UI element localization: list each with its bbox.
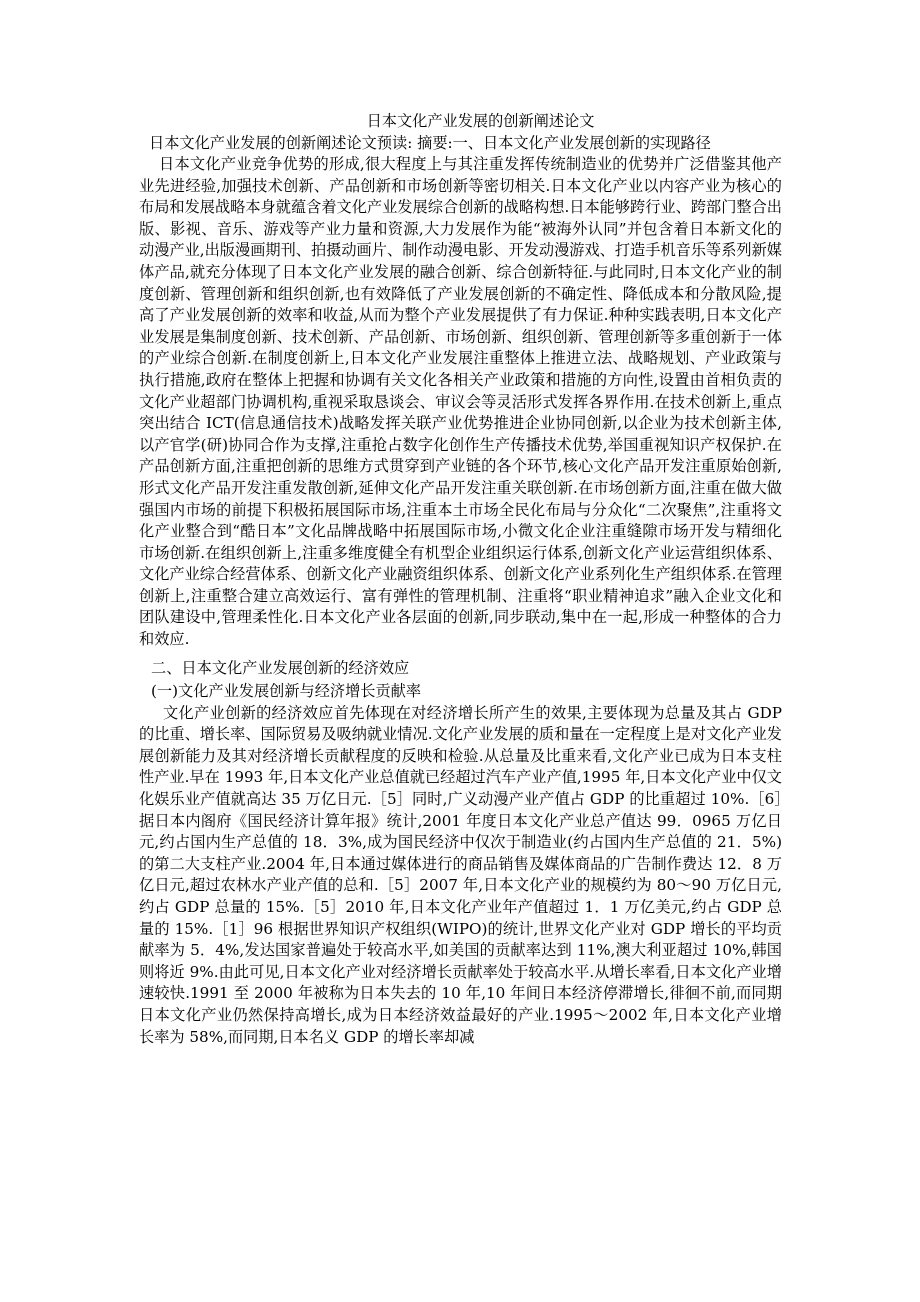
document-subtitle: 日本文化产业发展的创新阐述论文预读: 摘要:一、日本文化产业发展创新的实现路径 [149,134,711,152]
document-title: 日本文化产业发展的创新阐述论文 [366,112,595,130]
section-heading: 二、日本文化产业发展创新的经济效应 [151,658,410,677]
body-paragraph-economic-effect: 文化产业创新的经济效应首先体现在对经济增长所产生的效果,主要体现为总量及其占 GDP 的比重、增长率、国际贸易及吸纳就业情况.文化产业发展的质和量在一定程度上是对文化产业发展创新能力及其对经济增长贡献程度的反映和检验.从总量及比重来看,文化产业已成为日本支柱性产业.早在 1993 年,日本文化产业总值就已经超过汽车产业产值,1995 年,日本文化产业中仅文化娱乐业产值就高达 35 万亿日元.［5］同时,广义动漫产业产值占 GDP 的比重超过 10%.［6］据日本内阁府《国民经济计算年报》统计,2001 年度日本文化产业总产值达 99．0965 万亿日元,约占国内生产总值的 18．3%,成为国民经济中仅次于制造业(约占国内生产总值的 21．5%)的第二大支柱产业.2004 年,日本通过媒体进行的商品销售及媒体商品的广告制作费达 12．8 万亿日元,超过农林水产业产值的总和.［5］2007 年,日本文化产业的规模约为 80～90 万亿日元,约占 GDP 总量的 15%.［5］2010 年,日本文化产业年产值超过 1．1 万亿美元,约占 GDP 总量的 15%.［1］96 根据世界知识产权组织(WIPO)的统计,世界文化产业对 GDP 增长的平均贡献率为 5．4%,发达国家普遍处于较高水平,如美国的贡献率达到 11%,澳大利亚超过 10%,韩国则将近 9%.由此可见,日本文化产业对经济增长贡献率处于较高水平.从增长率看,日本文化产业增速较快.1991 至 2000 年被称为日本失去的 10 年,10 年间日本经济停滞增长,徘徊不前,而同期日本文化产业仍然保持高增长,成为日本经济效益最好的产业.1995～2002 年,日本文化产业增长率为 58%,而同期,日本名义 GDP 的增长率却减 [139,703,782,1046]
document-page [139,110,782,1048]
body-paragraph-innovation-path: 日本文化产业竞争优势的形成,很大程度上与其注重发挥传统制造业的优势并广泛借鉴其他产业先进经验,加强技术创新、产品创新和市场创新等密切相关.日本文化产业以内容产业为核心的布局和发展战略本身就蕴含着文化产业发展综合创新的战略构想.日本能够跨行业、跨部门整合出版、影视、音乐、游戏等产业力量和资源,大力发展作为能“被海外认同”并包含着日本新文化的动漫产业,出版漫画期刊、拍摄动画片、制作动漫电影、开发动漫游戏、打造手机音乐等系列新媒体产品,就充分体现了日本文化产业发展的融合创新、综合创新特征.与此同时,日本文化产业的制度创新、管理创新和组织创新,也有效降低了产业发展创新的不确定性、降低成本和分散风险,提高了产业发展创新的效率和收益,从而为整个产业发展提供了有力保证.种种实践表明,日本文化产业发展是集制度创新、技术创新、产品创新、市场创新、组织创新、管理创新等多重创新于一体的产业综合创新.在制度创新上,日本文化产业发展注重整体上推进立法、战略规划、产业政策与执行措施,政府在整体上把握和协调有关文化各相关产业政策和措施的方向性,设置由首相负责的文化产业超部门协调机构,重视采取恳谈会、审议会等灵活形式发挥各界作用.在技术创新上,重点突出结合 ICT(信息通信技术)战略发挥关联产业优势推进企业协同创新,以企业为技术创新主体,以产官学(研)协同合作为支撑,注重抢占数字化创作生产传播技术优势,举国重视知识产权保护.在产品创新方面,注重把创新的思维方式贯穿到产业链的各个环节,核心文化产品开发注重原始创新,形式文化产品开发注重发散创新,延伸文化产品开发注重关联创新.在市场创新方面,注重在做大做强国内市场的前提下积极拓展国际市场,注重本土市场全民化布局与分众化“二次聚焦”,注重将文化产业整合到“酷日本”文化品牌战略中拓展国际市场,小微文化企业注重缝隙市场开发与精细化市场创新.在组织创新上,注重多维度健全有机型企业组织运行体系,创新文化产业运营组织体系、文化产业综合经营体系、创新文化产业融资组织体系、创新文化产业系列化生产组织体系.在管理创新上,注重整合建立高效运行、富有弹性的管理机制、注重将“职业精神追求”融入企业文化和团队建设中,管理柔性化.日本文化产业各层面的创新,同步联动,集中在一起,形成一种整体的合力和效应. [139,155,782,649]
subsection-heading: (一)文化产业发展创新与经济增长贡献率 [151,681,422,700]
